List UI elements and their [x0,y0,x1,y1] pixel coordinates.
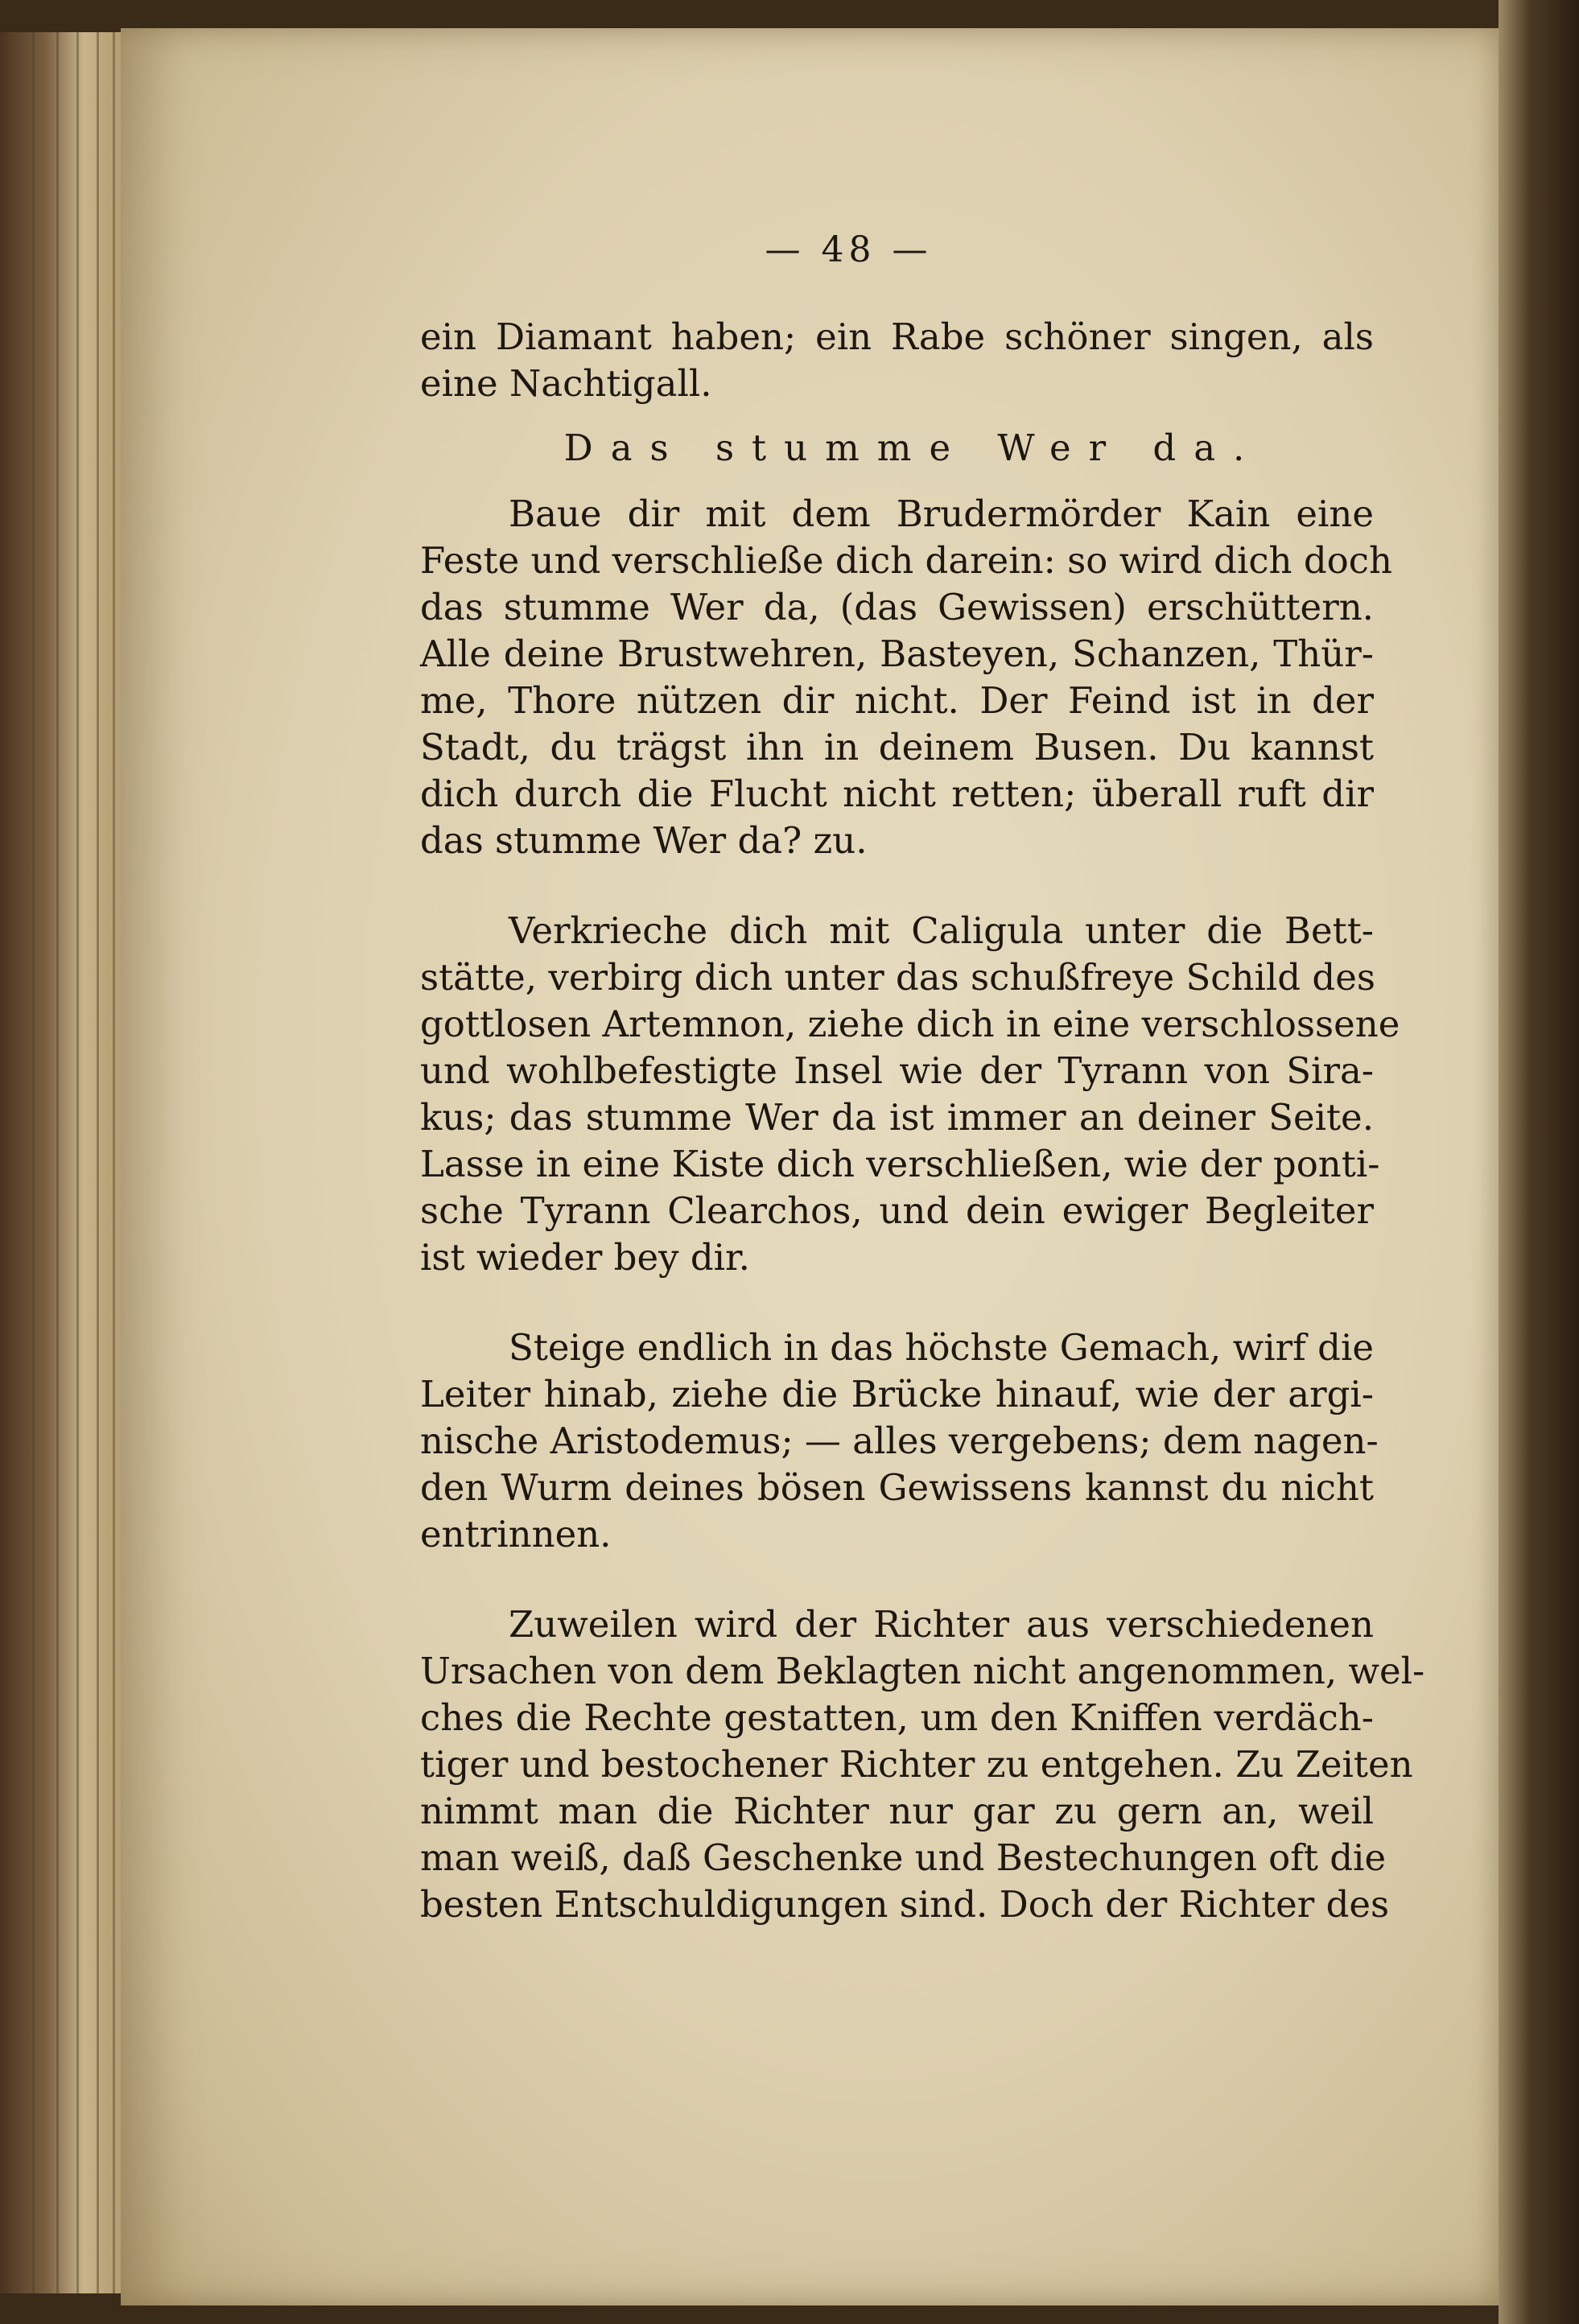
text-line: Zuweilen wird der Richter aus verschiedenen [509,1603,1374,1646]
text-line: tiger und bestochener Richter zu entgehen. Zu Zeiten [420,1743,1413,1786]
text-line: ein Diamant haben; ein Rabe schöner singen, als [420,315,1374,358]
text-line: Lasse in eine Kiste dich verschließen, wie der ponti- [420,1143,1380,1185]
continuation-paragraph [420,314,1374,407]
paragraph-1 [420,491,1392,864]
text-line: den Wurm deines bösen Gewissens kannst du nicht [420,1466,1374,1509]
text-line: man weiß, daß Geschenke und Bestechungen oft die [420,1836,1387,1879]
text-line: ist wieder bey dir. [420,1236,750,1279]
text-line: sche Tyrann Clearchos, und dein ewiger Begleiter [420,1189,1374,1232]
text-line: Alle deine Brustwehren, Basteyen, Schanzen, Thür- [420,633,1374,675]
section-heading: Das stumme Wer da. [563,426,1263,469]
book-binding-edge [1499,0,1579,2324]
text-line: Stadt, du trägst ihn in deinem Busen. Du kannst [420,726,1374,768]
text-line: Ursachen von dem Beklagten nicht angenommen, wel- [420,1650,1425,1692]
paragraph-2 [420,908,1400,1281]
text-line: nische Aristodemus; — alles vergebens; dem nagen- [420,1420,1379,1462]
text-line: kus; das stumme Wer da ist immer an deiner Seite. [420,1096,1374,1139]
text-line: stätte, verbirg dich unter das schußfreye Schild des [420,956,1375,999]
text-line: Steige endlich in das höchste Gemach, wirf die [509,1326,1374,1369]
text-line: Leiter hinab, ziehe die Brücke hinauf, wie der argi- [420,1373,1374,1415]
text-line: me, Thore nützen dir nicht. Der Feind ist in der [420,679,1374,722]
paragraph-3 [420,1325,1379,1558]
text-line: das stumme Wer da, (das Gewissen) erschüttern. [420,586,1374,628]
text-line: gottlosen Artemnon, ziehe dich in eine verschlossene [420,1003,1400,1045]
page-text [420,227,1425,1972]
text-line: entrinnen. [420,1513,612,1556]
text-line: dich durch die Flucht nicht retten; überall ruft dir [420,773,1374,815]
text-line: nimmt man die Richter nur gar zu gern an, weil [420,1790,1374,1832]
page-number: — 48 — [765,229,933,270]
text-line: ches die Rechte gestatten, um den Kniffen verdäch- [420,1696,1374,1739]
text-line: eine Nachtigall. [420,362,712,405]
text-line: Verkrieche dich mit Caligula unter die Bett- [509,909,1374,952]
paragraph-4 [420,1601,1425,1928]
text-line: und wohlbefestigte Insel wie der Tyrann von Sira- [420,1049,1374,1092]
text-line: das stumme Wer da? zu. [420,819,868,862]
text-line: Feste und verschließe dich darein: so wird dich doch [420,539,1392,582]
text-line: besten Entschuldigungen sind. Doch der Richter des [420,1883,1390,1926]
text-line: Baue dir mit dem Brudermörder Kain eine [509,492,1374,535]
